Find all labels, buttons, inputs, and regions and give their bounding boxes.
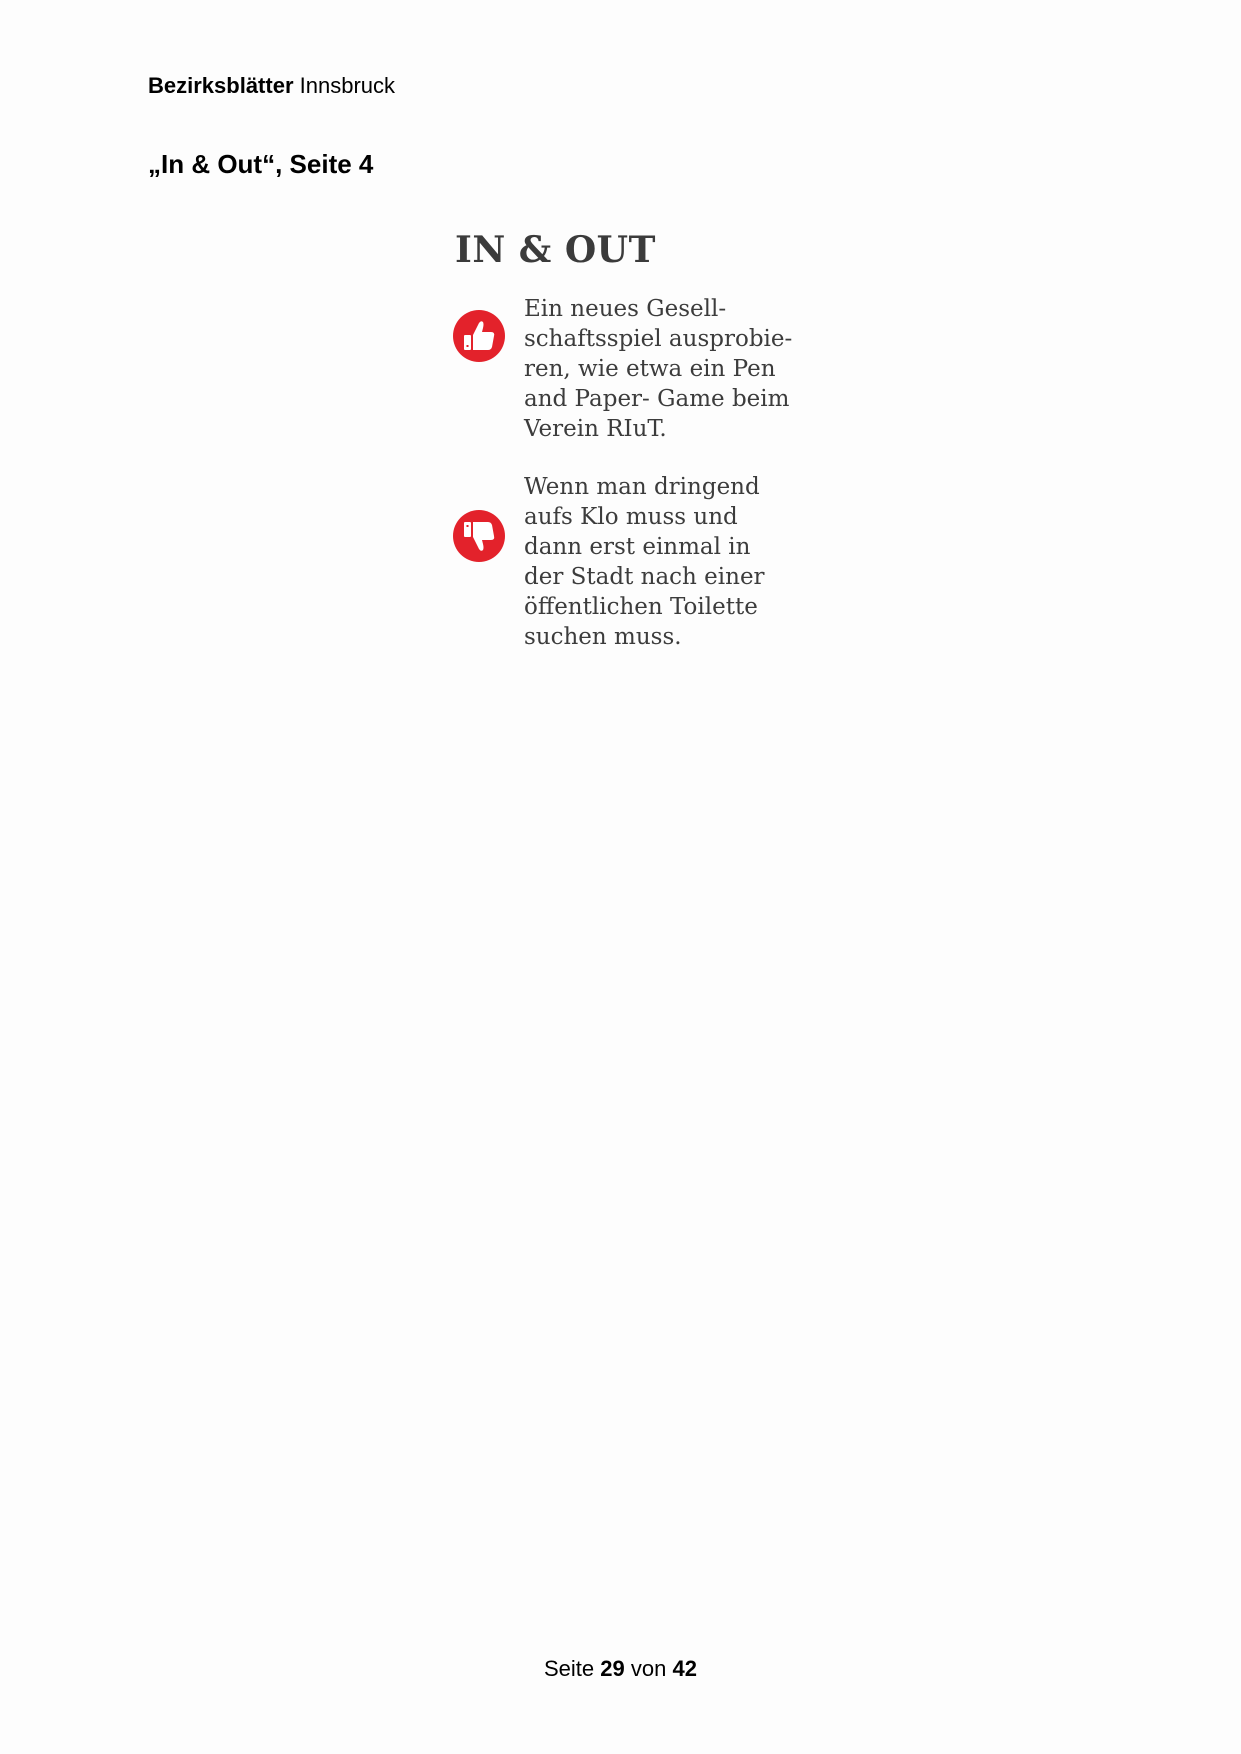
in-entry [452,294,812,444]
current-page: 29 [600,1656,625,1681]
text-line: dann erst einmal in [524,534,751,560]
page-separator: von [630,1656,667,1681]
publication-name: Bezirksblätter [148,73,294,98]
out-entry-text [524,472,812,652]
newspaper-clipping [452,228,812,652]
source-line [148,72,395,100]
text-line: and Paper- Game beim [524,386,790,412]
page-number [544,1655,697,1683]
text-line: Ein neues Gesell- [524,296,727,322]
text-line: ren, wie etwa ein Pen [524,356,776,382]
article-title: „In & Out“, Seite 4 [148,149,374,179]
text-line: öffentlichen Toilette [524,594,758,620]
text-line: suchen muss. [524,624,682,650]
page-footer [0,1655,1241,1683]
thumbs-down-icon [453,510,505,562]
total-pages: 42 [672,1656,697,1681]
clipping-heading: IN & OUT [455,229,656,271]
text-line: Verein RIuT. [524,416,667,442]
page-prefix: Seite [544,1656,595,1681]
in-entry-text [524,294,812,444]
text-line: schaftsspiel ausprobie- [524,326,793,352]
out-entry [452,472,812,652]
edition-name: Innsbruck [299,73,396,98]
text-line: Wenn man dringend [524,474,760,500]
text-line: aufs Klo muss und [524,504,738,530]
thumbs-up-icon [453,310,505,362]
text-line: der Stadt nach einer [524,564,765,590]
